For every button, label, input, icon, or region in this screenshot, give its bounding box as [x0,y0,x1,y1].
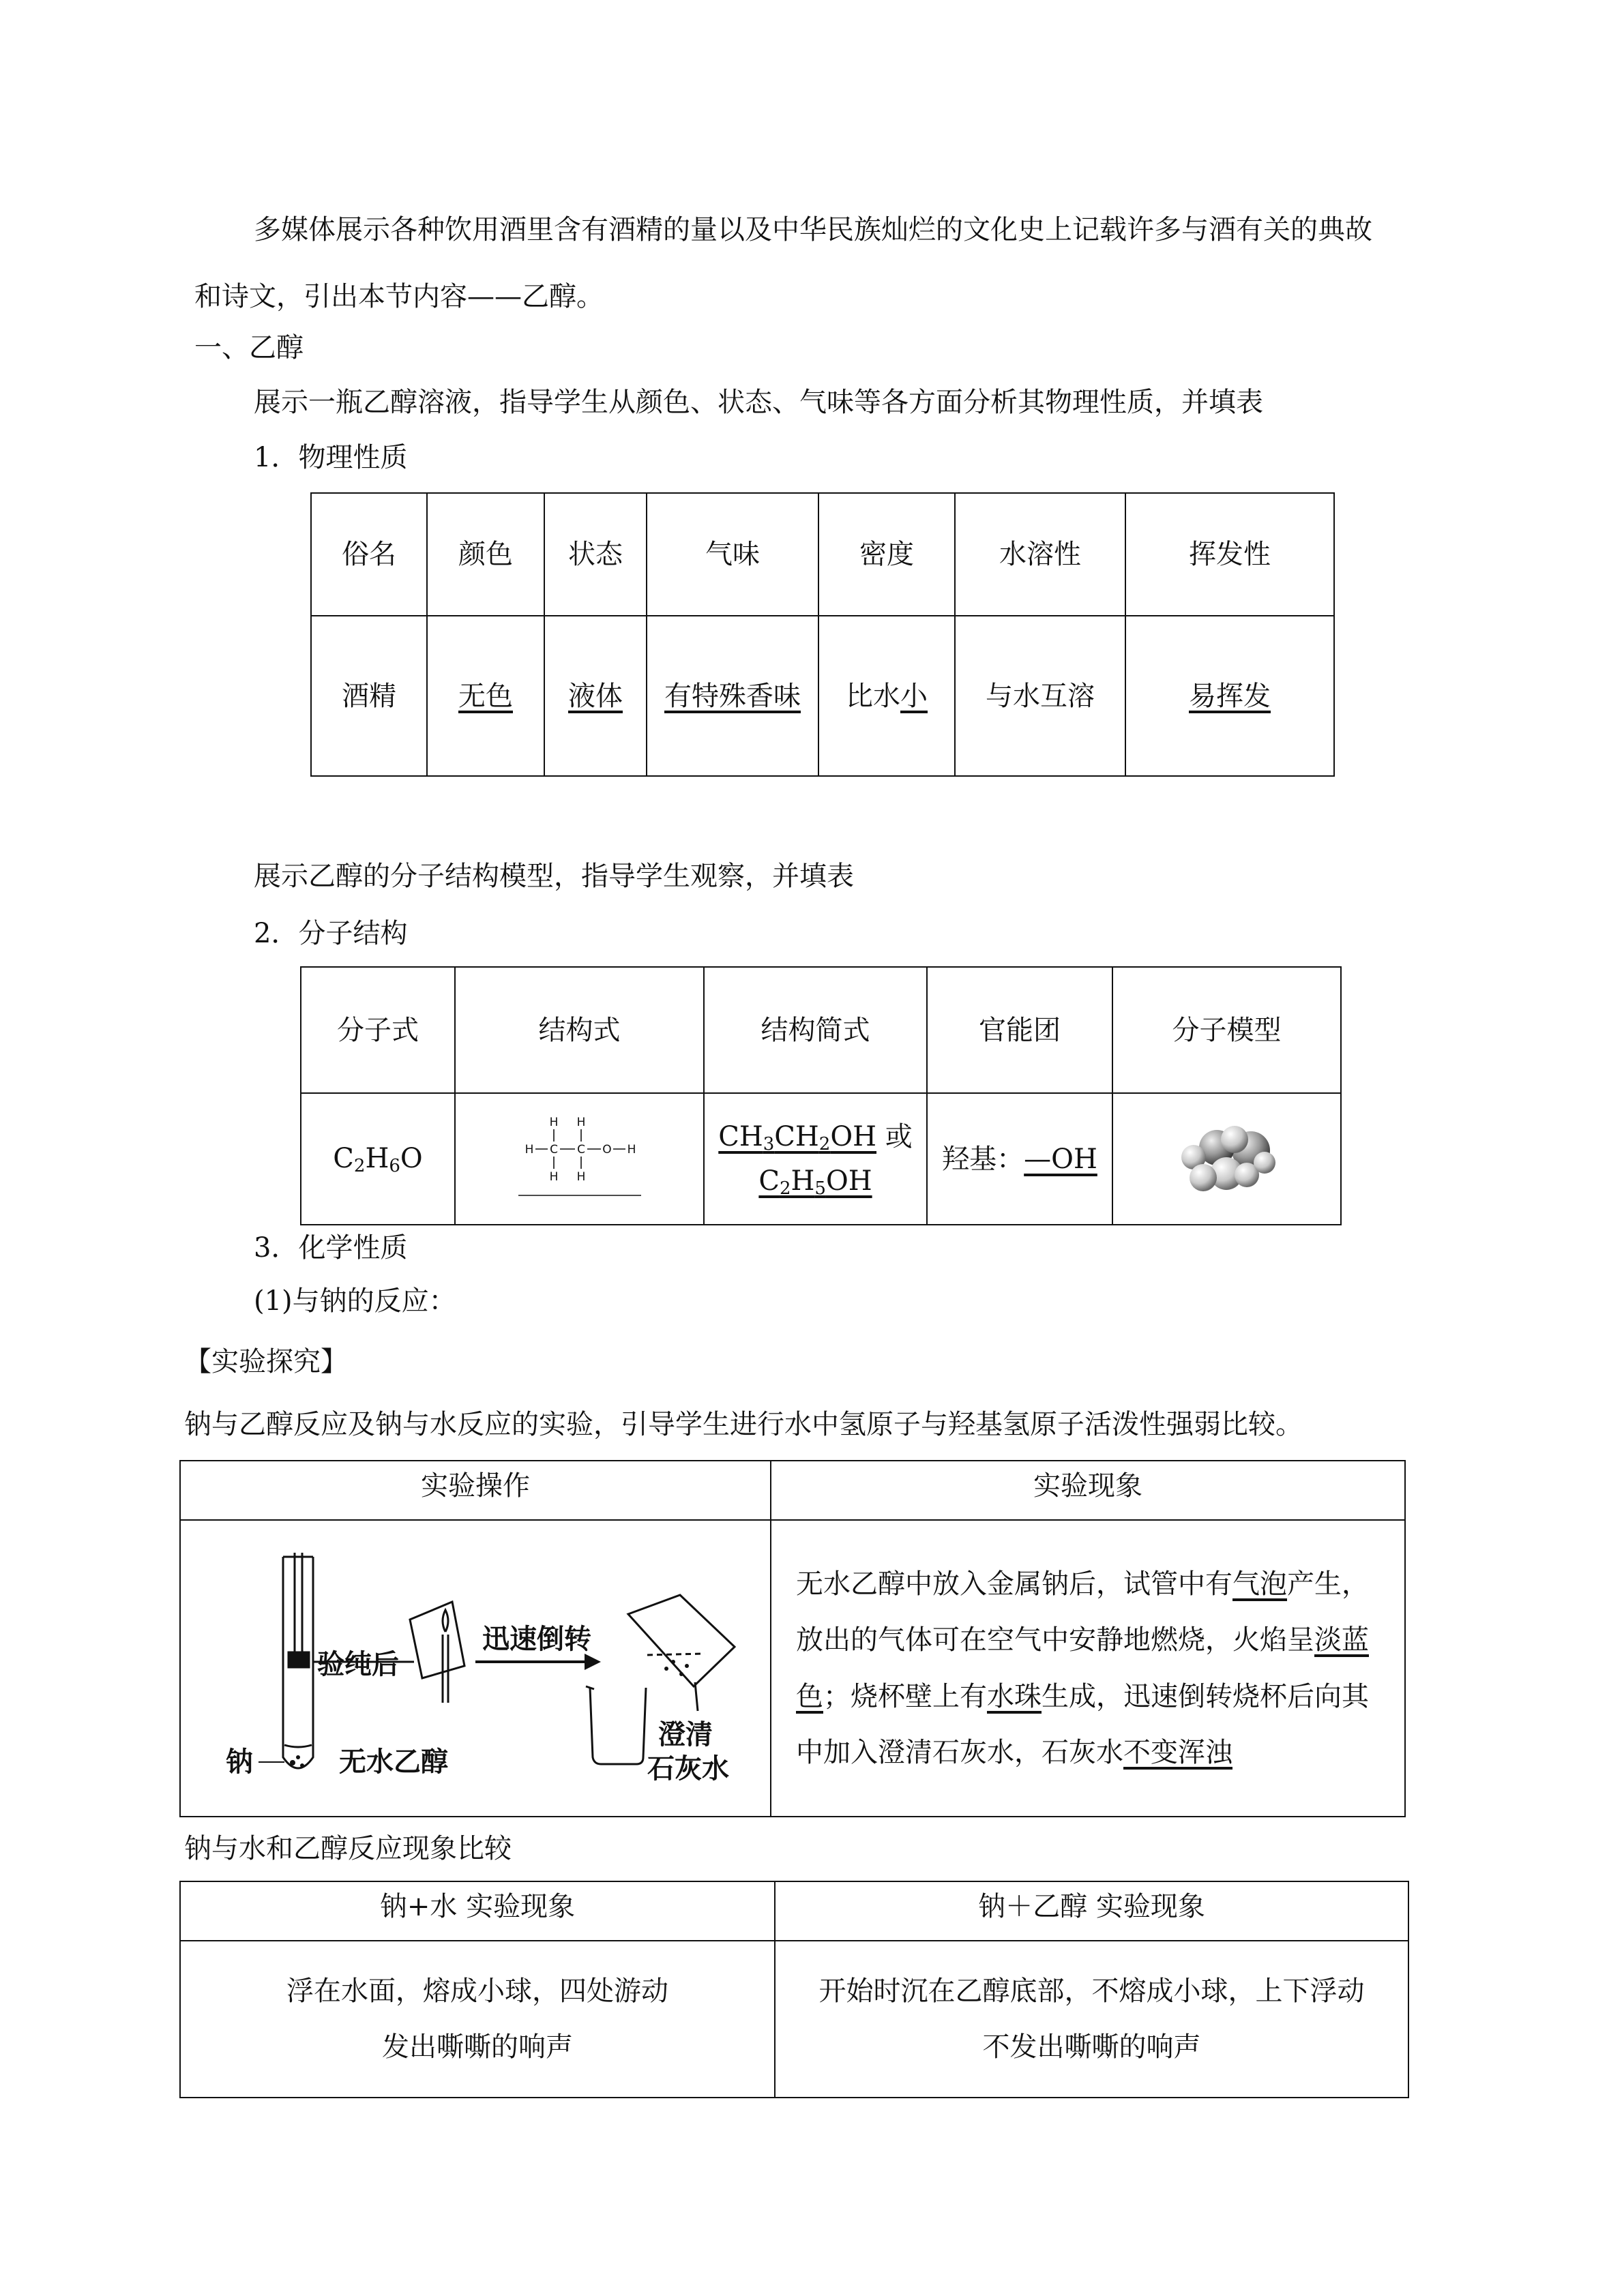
table-header-row [311,493,1334,616]
cell-volatility: 易挥发 [1189,680,1271,712]
table-row [311,616,1334,776]
cell-density-answer: 小 [900,680,928,712]
h-atom-bottom-2: H [576,1169,585,1184]
header-sodium-water: 钠+水 实验现象 [180,1881,775,1941]
table-row [180,1941,1408,2098]
h-atom-right: H [627,1142,636,1157]
test-tube-icon [283,1553,313,1768]
label-sodium: 钠 [226,1746,253,1778]
label-ethanol: 无水乙醇 [339,1746,448,1778]
table-header-row [180,1881,1408,1941]
show-model-text: 展示乙醇的分子结构模型，指导学生观察，并填表 [254,861,854,892]
limewater-beaker-icon [628,1595,735,1711]
header-sodium-ethanol: 钠＋乙醇 实验现象 [775,1881,1408,1941]
header-molecular-model: 分子模型 [1112,967,1341,1093]
section-physical: 1．物理性质 [254,442,408,473]
intro-line-2: 和诗文，引出本节内容——乙醇。 [194,281,604,312]
header-simple-formula: 结构简式 [704,967,927,1093]
table-row [180,1520,1405,1817]
o-atom: O [602,1142,612,1157]
header-structural-formula: 结构式 [455,967,704,1093]
header-molecular-formula: 分子式 [301,967,455,1093]
header-state: 状态 [544,493,647,616]
h-atom-bottom-1: H [549,1169,558,1184]
h-atom-left: H [525,1142,533,1157]
label-limewater-2: 石灰水 [647,1753,729,1785]
cell-functional-group [927,1093,1112,1225]
section-chemical: 3．化学性质 [254,1232,408,1264]
experiment-description: 钠与乙醇反应及钠与水反应的实验，引导学生进行水中氢原子与羟基氢原子活泼性强弱比较。 [184,1409,1303,1440]
physical-properties-table [310,492,1335,777]
burning-gas-icon [410,1602,464,1703]
label-limewater-1: 澄清 [658,1718,713,1750]
header-functional-group: 官能团 [927,967,1112,1093]
arrow-icon [585,1654,601,1670]
header-volatility: 挥发性 [1125,493,1334,616]
header-color: 颜色 [427,493,544,616]
cell-molecular-formula: $C_2H_6O$ [301,1093,455,1225]
table-header-row [180,1461,1405,1520]
simple-formula-2: $C_2H_5OH$ [758,1165,872,1199]
label-invert: 迅速倒转 [482,1623,591,1655]
cell-density-prefix: 比水 [846,680,900,712]
cell-color: 无色 [458,680,513,712]
header-alias: 俗名 [311,493,427,616]
structural-formula-image [505,1108,655,1210]
header-operation: 实验操作 [180,1461,771,1520]
cell-molecular-model [1112,1093,1341,1225]
header-solubility: 水溶性 [955,493,1125,616]
c-atom-1: C [549,1142,558,1157]
section-structure: 2．分子结构 [254,918,408,949]
cell-odor: 有特殊香味 [664,680,801,712]
experiment-heading: 【实验探究】 [184,1346,348,1377]
functional-label: 羟基： [942,1143,1024,1175]
experiment-table [179,1460,1406,1817]
cell-alias: 酒精 [311,616,427,776]
cell-sodium-ethanol: 开始时沉在乙醇底部，不熔成小球，上下浮动 不发出嘶嘶的响声 [775,1941,1408,2098]
intro-line-1: 多媒体展示各种饮用酒里含有酒精的量以及中华民族灿烂的文化史上记载许多与酒有关的典故 [254,214,1372,245]
table-header-row [301,967,1341,1093]
structure-table [300,966,1342,1225]
header-phenomenon: 实验现象 [771,1461,1405,1520]
molecule-model-image [1169,1115,1285,1204]
beaker-icon [586,1686,646,1764]
h-atom-top-2: H [576,1115,585,1129]
compare-title: 钠与水和乙醇反应现象比较 [184,1833,512,1864]
c-atom-2: C [576,1142,585,1157]
simple-formula-or: 或 [876,1120,913,1152]
cell-sodium-water: 浮在水面，熔成小球，四处游动 发出嘶嘶的响声 [180,1941,775,2098]
heading-ethanol: 一、乙醇 [194,332,304,363]
cell-operation-diagram [180,1520,771,1817]
functional-answer: —OH [1024,1143,1097,1175]
label-verify: 验纯后 [317,1648,399,1680]
header-density: 密度 [818,493,955,616]
simple-formula-1: $CH_3CH_2OH$ [718,1120,877,1154]
cell-simple-formula [704,1093,927,1225]
cell-structural-formula [455,1093,704,1225]
cell-state: 液体 [568,680,623,712]
comparison-table [179,1881,1409,2098]
table-row [301,1093,1341,1225]
cell-phenomenon: 无水乙醇中放入金属钠后，试管中有气泡产生，放出的气体可在空气中安静地燃烧，火焰呈淡蓝色；烧杯壁上有水珠生成，迅速倒转烧杯后向其中加入澄清石灰水，石灰水不变浑浊 [771,1520,1405,1817]
show-bottle-text: 展示一瓶乙醇溶液，指导学生从颜色、状态、气味等各方面分析其物理性质，并填表 [254,387,1263,418]
header-odor: 气味 [647,493,818,616]
cell-solubility: 与水互溶 [955,616,1125,776]
experiment-apparatus-diagram [203,1532,748,1805]
h-atom-top-1: H [549,1115,558,1129]
subsection-sodium: (1)与钠的反应： [254,1285,456,1317]
